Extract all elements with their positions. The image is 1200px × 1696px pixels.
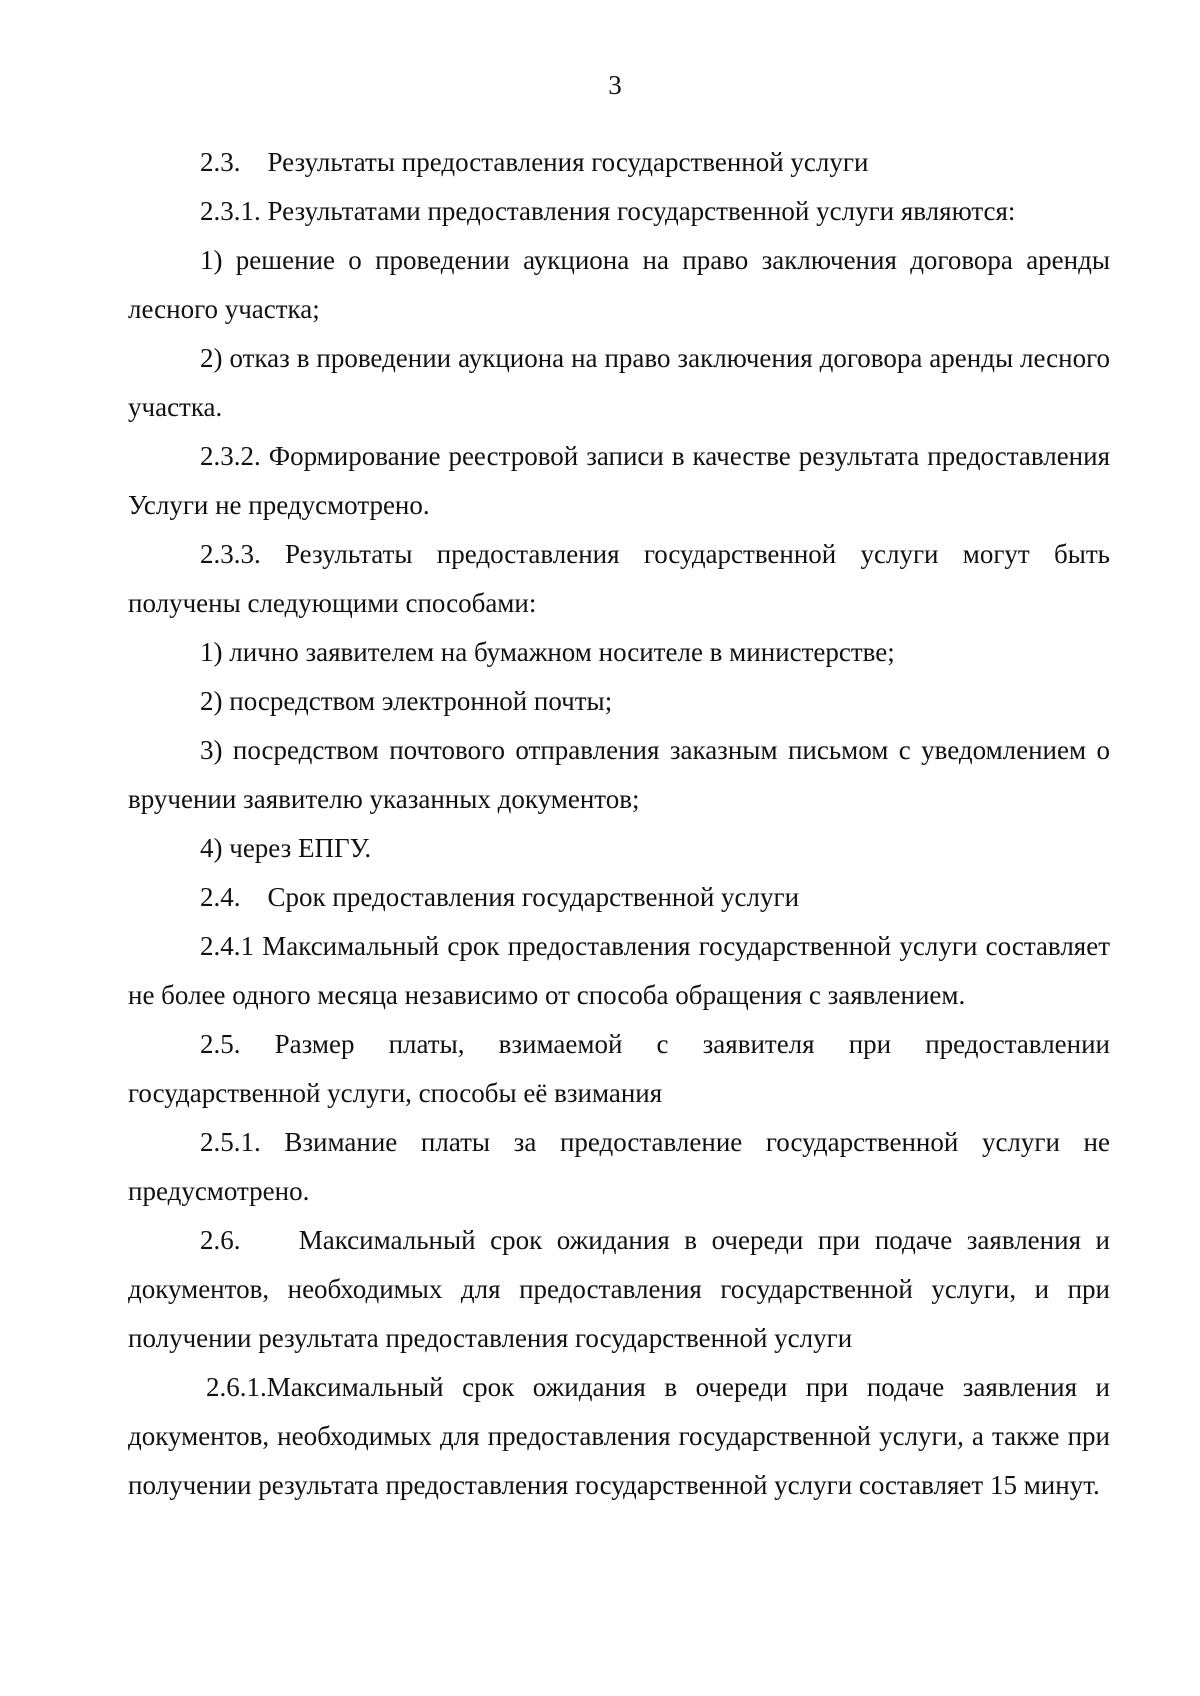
page-number: 3 — [608, 70, 622, 100]
section-heading-2-5: 2.5. Размер платы, взимаемой с заявителя при предоставлении государственной услуги, способы её взимания — [128, 1029, 1117, 1108]
paragraph-2-3-2: 2.3.2. Формирование реестровой записи в качестве результата предоставления Услуги не предусмотрено. — [128, 441, 1117, 520]
list-item-epgu: 4) через ЕПГУ. — [200, 833, 372, 863]
section-heading-2-4: 2.4. Срок предоставления государственной услуги — [200, 882, 800, 912]
paragraph-2-5-1: 2.5.1. Взимание платы за предоставление государственной услуги не предусмотрено. — [128, 1127, 1117, 1206]
document-body — [128, 138, 1117, 1510]
paragraph-2-3-3: 2.3.3. Результаты предоставления государственной услуги могут быть получены следующими способами: — [128, 539, 1117, 618]
section-heading-2-3: 2.3. Результаты предоставления государственной услуги — [200, 147, 869, 177]
paragraph-2-4-1: 2.4.1 Максимальный срок предоставления государственной услуги составляет не более одного месяца независимо от способа обращения с заявлением. — [128, 931, 1117, 1010]
section-heading-2-6: 2.6. Максимальный срок ожидания в очереди при подаче заявления и документов, необходимых для предоставления государственной услуги, и при получении результата предоставления государственной услуги — [128, 1225, 1117, 1353]
list-item-email: 2) посредством электронной почты; — [200, 686, 613, 716]
list-item-decision: 1) решение о проведении аукциона на право заключения договора аренды лесного участка; — [128, 245, 1117, 324]
list-item-registered-mail: 3) посредством почтового отправления заказным письмом с уведомлением о вручении заявителю указанных документов; — [128, 735, 1117, 814]
list-item-refusal: 2) отказ в проведении аукциона на право заключения договора аренды лесного участка. — [128, 343, 1117, 422]
list-item-in-person: 1) лично заявителем на бумажном носителе в министерстве; — [200, 637, 895, 667]
paragraph-2-3-1: 2.3.1. Результатами предоставления государственной услуги являются: — [200, 196, 1016, 226]
paragraph-2-6-1: 2.6.1.Максимальный срок ожидания в очереди при подаче заявления и документов, необходимых для предоставления государственной услуги, а также при получении результата предоставления государственной услуги составляет 15 минут. — [128, 1372, 1117, 1500]
